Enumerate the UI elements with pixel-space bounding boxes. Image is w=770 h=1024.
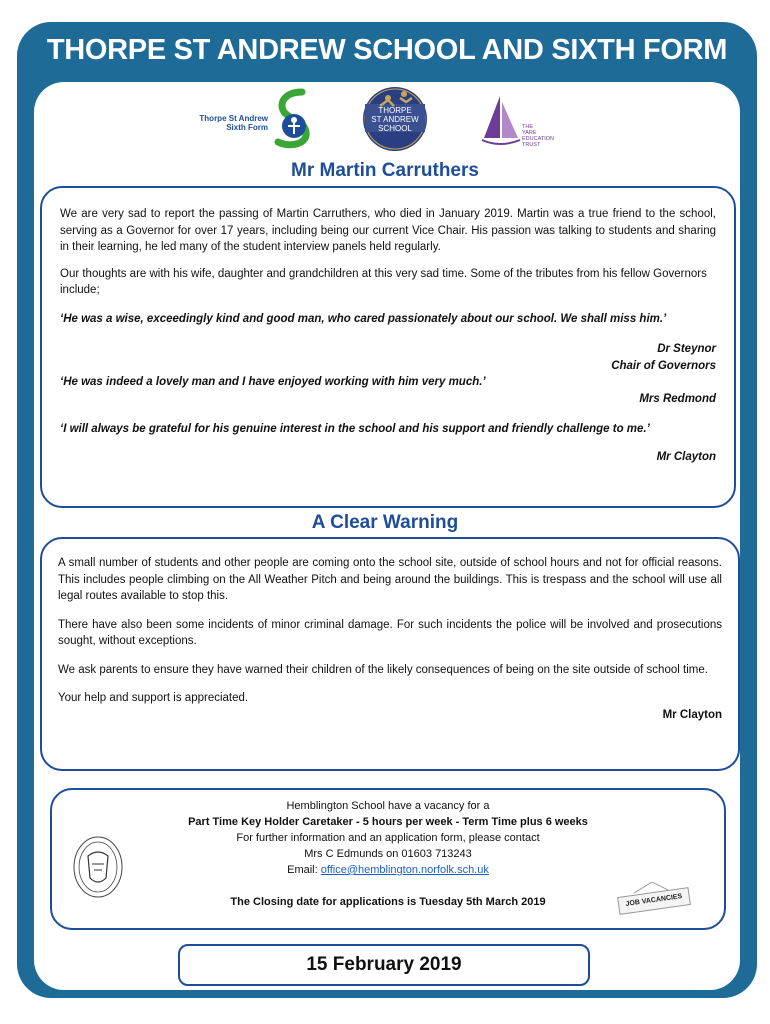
- tribute-sig-3-name: Mr Clayton: [656, 450, 716, 463]
- job-vacancies-label: JOB VACANCIES: [617, 887, 691, 915]
- vacancy-line1: Hemblington School have a vacancy for a: [286, 800, 490, 812]
- vacancy-email-row: [62, 862, 714, 878]
- tribute-sig-1-name: Dr Steynor: [657, 343, 716, 355]
- tribute-quote-3: ‘I will always be grateful for his genuine interest in the school and his support and friendly challenge to me.’: [60, 423, 650, 435]
- carruthers-para2: Our thoughts are with his wife, daughter and grandchildren at this very sad time. Some of the tributes from his fellow Governors include;: [60, 267, 707, 296]
- sixth-form-emblem-icon: [268, 88, 314, 150]
- tribute-sig-2-name: Mrs Redmond: [639, 392, 716, 405]
- warning-signature: Mr Clayton: [662, 708, 722, 721]
- section-title-carruthers: Mr Martin Carruthers: [291, 160, 479, 181]
- section-title-warning: A Clear Warning: [311, 512, 459, 533]
- job-vacancies-tag: [614, 882, 690, 912]
- warning-para1: A small number of students and other people are coming onto the school site, outside of school hours and not for official reasons. This includes people climbing on the All Weather Pitch and being around the buildings. This is trespass and the school will use all legal routes available to stop this.: [58, 557, 722, 602]
- sixth-form-logo-line2: Sixth Form: [226, 123, 268, 132]
- warning-para4: Your help and support is appreciated.: [58, 692, 249, 704]
- trust-logo-line2: YARE EDUCATION: [522, 130, 554, 142]
- yare-trust-logo: [478, 92, 554, 148]
- school-crest-line3: SCHOOL: [378, 124, 412, 133]
- warning-para2: There have also been some incidents of minor criminal damage. For such incidents the police will be involved and prosecutions sought, without exceptions.: [58, 618, 722, 647]
- carruthers-article: [40, 186, 736, 508]
- sixth-form-logo: [196, 88, 314, 150]
- trust-logo-line3: TRUST: [522, 142, 541, 148]
- masthead-title: THORPE ST ANDREW SCHOOL AND SIXTH FORM: [46, 34, 728, 66]
- school-crest-line1: THORPE: [378, 106, 412, 115]
- tribute-sig-1-role: Chair of Governors: [611, 359, 716, 372]
- sail-boat-icon: [478, 92, 522, 148]
- vacancy-email-label: Email:: [287, 864, 318, 876]
- sixth-form-logo-line1: Thorpe St Andrew: [199, 114, 268, 123]
- vacancy-contact: Mrs C Edmunds on 01603 713243: [304, 848, 472, 860]
- school-crest-logo: [360, 84, 430, 158]
- warning-para3: We ask parents to ensure they have warned their children of the likely consequences of being on the site outside of school time.: [58, 663, 708, 676]
- carruthers-para1: We are very sad to report the passing of Martin Carruthers, who died in January 2019. Martin was a true friend to the school, serving as a Governor for over 17 years, including being our current Vice Chair. His passion was talking to students and sharing in their learning, he led many of the student interview panels held regularly.: [60, 208, 716, 253]
- vacancy-closing-date: The Closing date for applications is Tuesday 5th March 2019: [230, 896, 546, 908]
- hemblington-school-crest-icon: [70, 834, 126, 900]
- vacancy-line3: For further information and an application form, please contact: [236, 832, 540, 844]
- tribute-quote-1: ‘He was a wise, exceedingly kind and good man, who cared passionately about our school. We shall miss him.’: [60, 312, 667, 325]
- issue-date: 15 February 2019: [178, 944, 590, 986]
- trust-logo-line1: THE: [522, 124, 533, 130]
- tribute-quote-2: ‘He was indeed a lovely man and I have enjoyed working with him very much.’: [60, 376, 486, 388]
- vacancy-job-title: Part Time Key Holder Caretaker - 5 hours per week - Term Time plus 6 weeks: [188, 816, 588, 828]
- vacancy-email-link[interactable]: office@hemblington.norfolk.sch.uk: [320, 864, 489, 876]
- warning-article: [40, 537, 740, 771]
- school-crest-line2: ST ANDREW: [371, 115, 419, 124]
- logo-row: [0, 82, 770, 160]
- school-crest-icon: [360, 84, 430, 158]
